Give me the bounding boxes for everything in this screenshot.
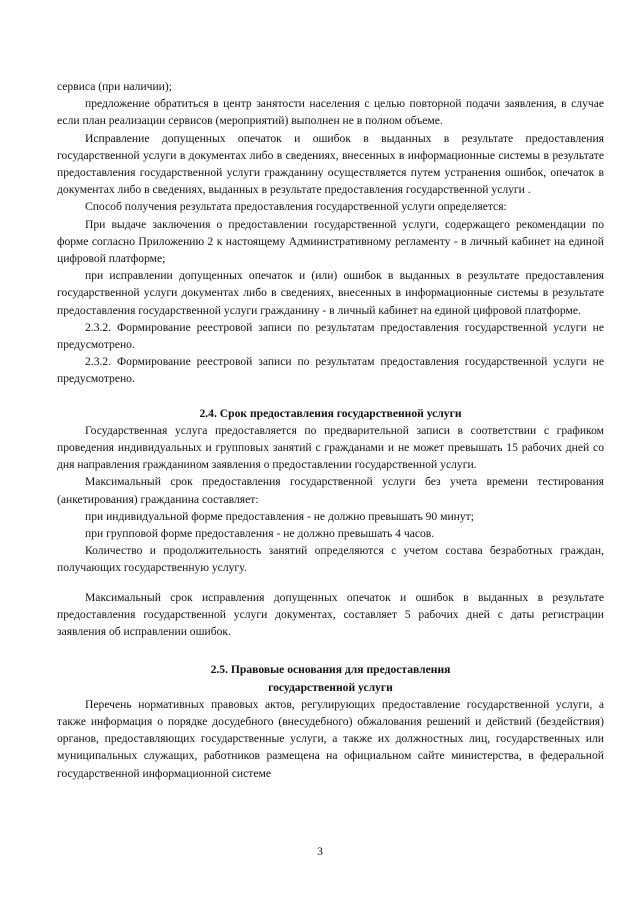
section-heading-2-5-line2: государственной услуги bbox=[268, 680, 393, 694]
paragraph: 2.3.2. Формирование реестровой записи по результатам предоставления государственной услуги не предусмотрено. bbox=[57, 355, 604, 386]
paragraph: Количество и продолжительность занятий определяются с учетом состава безработных граждан, получающих государственную услугу. bbox=[57, 544, 604, 575]
document-body bbox=[57, 78, 604, 782]
paragraph: предложение обратиться в центр занятости населения с целью повторной подачи заявления, в случае если план реализации сервисов (мероприятий) выполнен не в полном объеме. bbox=[57, 97, 604, 128]
paragraph: Максимальный срок исправления допущенных опечаток и ошибок в выданных в результате предоставления государственной услуги документах, составляет 5 рабочих дней с даты регистрации заявления об исправлении ошибок. bbox=[57, 590, 604, 639]
section-heading-2-5-line1: 2.5. Правовые основания для предоставления bbox=[210, 663, 451, 677]
paragraph: при индивидуальной форме предоставления - не должно превышать 90 минут; bbox=[85, 509, 474, 523]
paragraph: при групповой форме предоставления - не должно превышать 4 часов. bbox=[85, 527, 435, 541]
paragraph: 2.3.2. Формирование реестровой записи по результатам предоставления государственной услуги не предусмотрено. bbox=[57, 320, 604, 352]
section-heading-2-4: 2.4. Срок предоставления государственной услуги bbox=[199, 406, 462, 420]
paragraph: Государственная услуга предоставляется по предварительной записи в соответствии с графиком проведения индивидуальных и групповых занятий с гражданами и не может превышать 15 рабочих дней со дня направления гражданином заявления о предоставлении государственной услуги. bbox=[57, 423, 604, 472]
page-number: 3 bbox=[317, 845, 323, 858]
paragraph: Максимальный срок предоставления государственной услуги без учета времени тестирования (анкетирования) гражданина составляет: bbox=[57, 475, 604, 506]
paragraph: Перечень нормативных правовых актов, регулирующих предоставление государственной услуги, а также информация о порядке досудебного (внесудебного) обжалования решений и действий (бездействия) органов, предоставляющих государственные услуги, а также их должностных лиц, государственных или муниципальных служащих, работников размещена на официальном сайте министерства, в федеральной государственной информационной системе bbox=[57, 697, 604, 780]
paragraph: Способ получения результата предоставления государственной услуги определяется: bbox=[85, 200, 507, 214]
paragraph: при исправлении допущенных опечаток и (или) ошибок в выданных в результате предоставления государственной услуги документах либо в сведениях, внесенных в информационные системы в результате предоставления государственной услуги гражданину - в личный кабинет на единой цифровой платформе. bbox=[57, 269, 604, 317]
paragraph: При выдаче заключения о предоставлении государственной услуги, содержащего рекомендации по форме согласно Приложению 2 к настоящему Административному регламенту - в личный кабинет на единой цифровой платформе; bbox=[57, 217, 604, 266]
paragraph: Исправление допущенных опечаток и ошибок в выданных в результате предоставления государственной услуги в документах либо в сведениях, внесенных в информационные системы в результате предоставления государственной услуги гражданину осуществляется путем устранения ошибок, опечаток в документах либо в сведениях, выданных в результате предоставления государственной услуги . bbox=[57, 131, 604, 197]
paragraph: сервиса (при наличии); bbox=[57, 80, 172, 93]
